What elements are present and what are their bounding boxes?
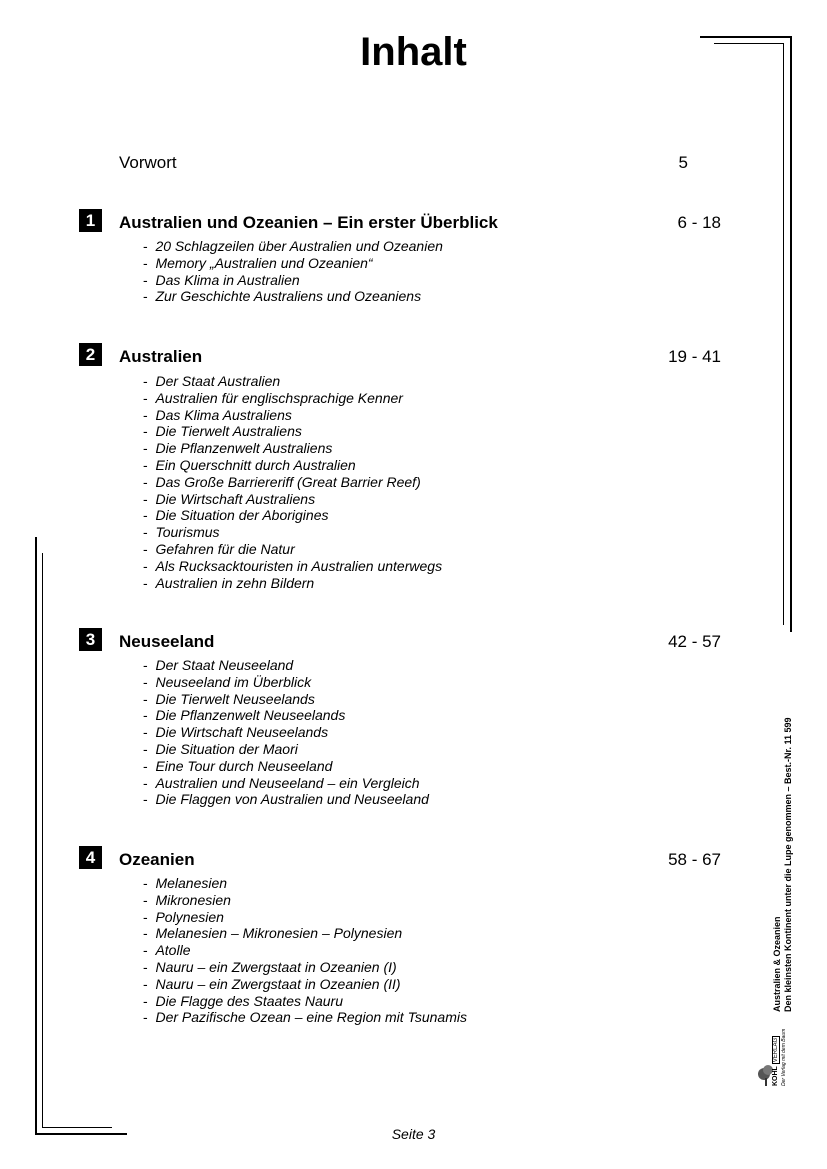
list-item: - Australien für englischsprachige Kenner: [143, 390, 442, 407]
list-item: - Die Tierwelt Australiens: [143, 423, 442, 440]
chapter-sublist: [143, 657, 429, 808]
chapter-number-badge: 2: [79, 343, 102, 366]
list-item: - Ein Querschnitt durch Australien: [143, 457, 442, 474]
chapter-pages: 42 - 57: [668, 632, 721, 651]
chapter-pages: 6 - 18: [677, 213, 721, 232]
publisher-text: [772, 1029, 788, 1086]
list-item: - Die Situation der Maori: [143, 741, 429, 758]
list-item: - Australien in zehn Bildern: [143, 575, 442, 592]
list-item: - 20 Schlagzeilen über Australien und Ozeanien: [143, 238, 443, 255]
chapter-title: Ozeanien: [119, 850, 195, 869]
chapter-sublist: [143, 238, 443, 305]
list-item: - Der Pazifische Ozean – eine Region mit Tsunamis: [143, 1009, 467, 1026]
list-item: - Die Pflanzenwelt Neuseelands: [143, 707, 429, 724]
list-item: - Das Große Barriereriff (Great Barrier Reef): [143, 474, 442, 491]
list-item: - Das Klima in Australien: [143, 272, 443, 289]
list-item: - Der Staat Australien: [143, 373, 442, 390]
frame-right-vertical-inner: [783, 43, 784, 625]
list-item: - Polynesien: [143, 909, 467, 926]
list-item: - Die Pflanzenwelt Australiens: [143, 440, 442, 457]
list-item: - Australien und Neuseeland – ein Vergleich: [143, 775, 429, 792]
list-item: - Die Situation der Aborigines: [143, 507, 442, 524]
list-item: - Die Flaggen von Australien und Neuseeland: [143, 791, 429, 808]
list-item: - Die Flagge des Staates Nauru: [143, 993, 467, 1010]
list-item: - Mikronesien: [143, 892, 467, 909]
chapter-title: Neuseeland: [119, 632, 215, 651]
chapter-pages: 19 - 41: [668, 347, 721, 366]
page-title: Inhalt: [360, 30, 467, 74]
chapter-pages: 58 - 67: [668, 850, 721, 869]
chapter-title: Australien: [119, 347, 203, 366]
preface-label: Vorwort: [119, 153, 177, 172]
list-item: - Der Staat Neuseeland: [143, 657, 429, 674]
publisher-badge: VERLAG: [773, 1037, 779, 1063]
chapter-sublist: [143, 875, 467, 1026]
chapter-number-badge: 1: [79, 209, 102, 232]
list-item: - Neuseeland im Überblick: [143, 674, 429, 691]
list-item: - Tourismus: [143, 524, 442, 541]
list-item: - Nauru – ein Zwergstaat in Ozeanien (I): [143, 959, 467, 976]
side-book-title: Australien & Ozeanien: [772, 916, 782, 1012]
list-item: - Die Wirtschaft Australiens: [143, 491, 442, 508]
frame-left-vertical-inner: [42, 553, 43, 1128]
preface-pages: 5: [678, 153, 688, 172]
side-book-subtitle: Den kleinsten Kontinent unter die Lupe genommen – Best.-Nr. 11 599: [783, 717, 793, 1012]
list-item: - Die Tierwelt Neuseelands: [143, 691, 429, 708]
chapter-number-badge: 4: [79, 846, 102, 869]
list-item: - Die Wirtschaft Neuseelands: [143, 724, 429, 741]
list-item: - Memory „Australien und Ozeanien“: [143, 255, 443, 272]
list-item: - Eine Tour durch Neuseeland: [143, 758, 429, 775]
list-item: - Melanesien: [143, 875, 467, 892]
chapter-number-badge: 3: [79, 628, 102, 651]
list-item: - Melanesien – Mikronesien – Polynesien: [143, 925, 467, 942]
side-book-info: [772, 717, 794, 1012]
page-number: Seite 3: [391, 1126, 436, 1142]
frame-right-vertical: [790, 36, 792, 632]
chapter-sublist: [143, 373, 442, 591]
list-item: - Nauru – ein Zwergstaat in Ozeanien (II): [143, 976, 467, 993]
chapter-title: Australien und Ozeanien – Ein erster Überblick: [119, 213, 498, 232]
list-item: - Das Klima Australiens: [143, 407, 442, 424]
list-item: - Gefahren für die Natur: [143, 541, 442, 558]
list-item: - Atolle: [143, 942, 467, 959]
frame-left-vertical: [35, 537, 37, 1135]
list-item: - Zur Geschichte Australiens und Ozeaniens: [143, 288, 443, 305]
publisher-name: KOHL: [772, 1066, 779, 1086]
publisher-tagline: Der Verlag mit dem Baum: [781, 1028, 787, 1086]
list-item: - Als Rucksacktouristen in Australien unterwegs: [143, 558, 442, 575]
